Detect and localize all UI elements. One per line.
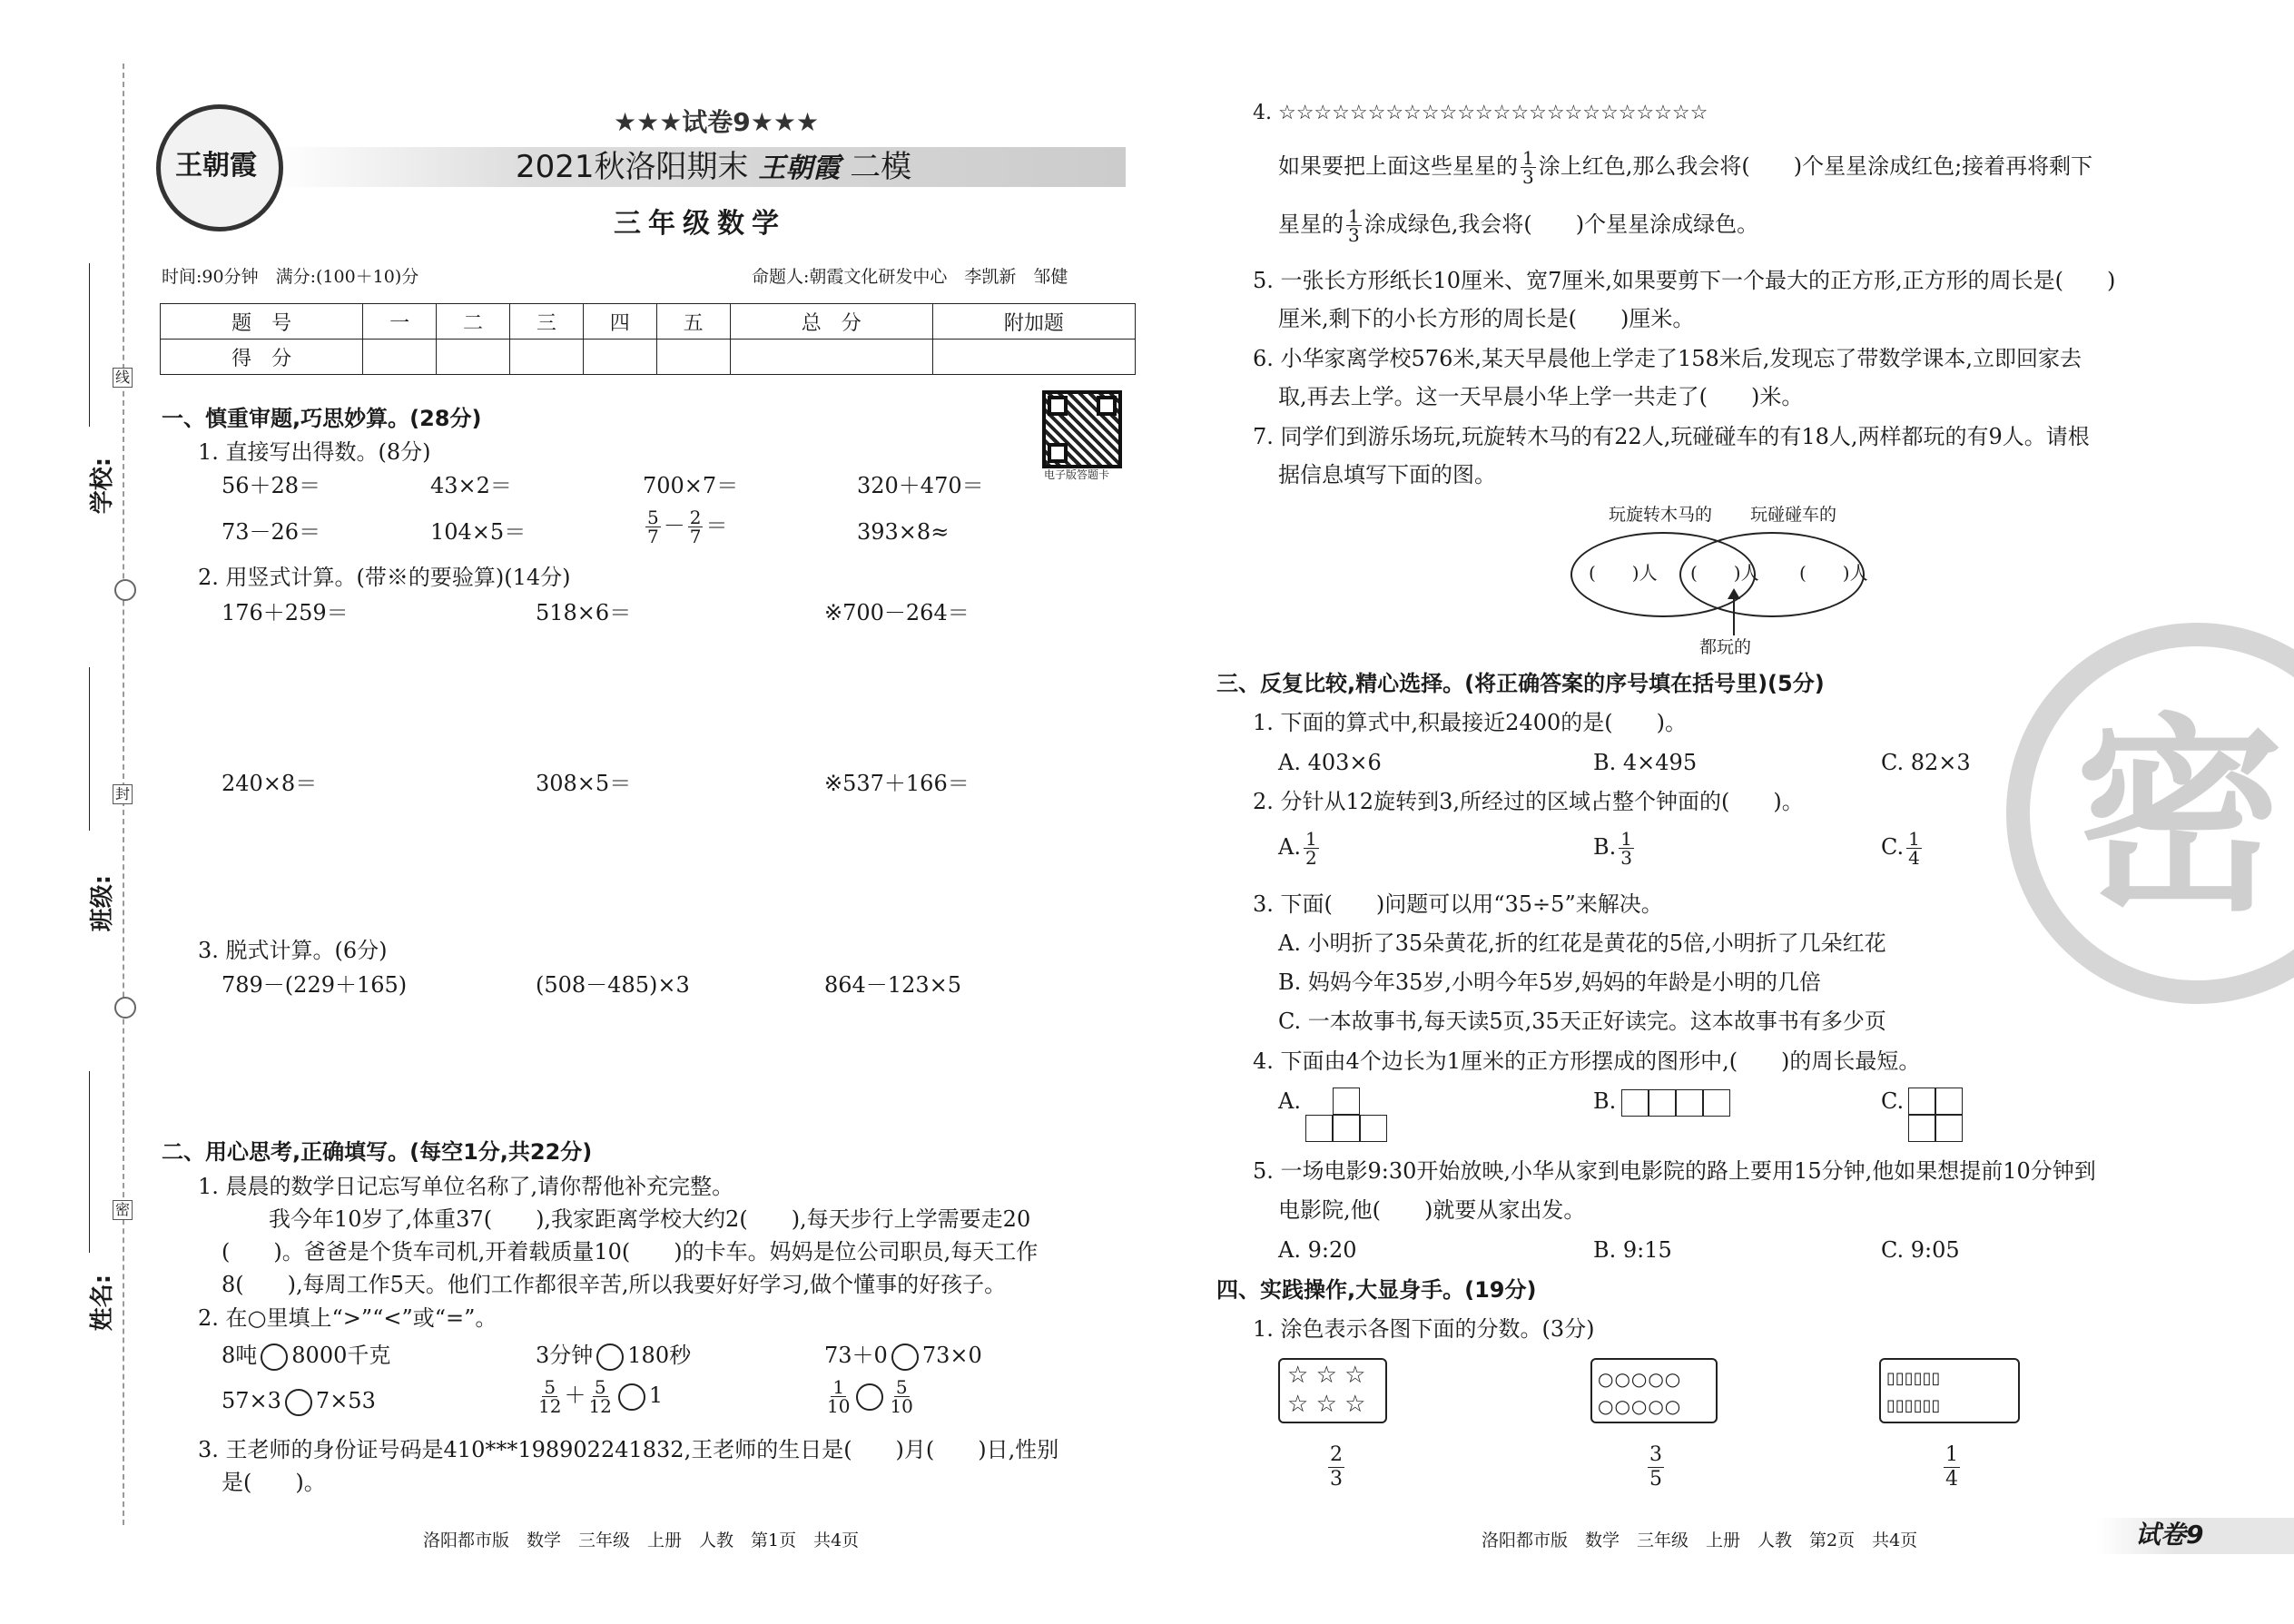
compare-item: $\frac{5}{12}$ ＋ $\frac{5}{12}$ 1	[538, 1376, 664, 1417]
vertical-calc-item: ※700－264＝	[824, 600, 970, 625]
score-header: 题 号	[161, 304, 363, 340]
stamp-text: 密	[2075, 697, 2285, 940]
score-header: 二	[437, 304, 510, 340]
vertical-calc-item: ※537＋166＝	[824, 771, 970, 796]
arrow-up-icon	[1733, 594, 1735, 635]
footer-left: 洛阳都市版 数学 三年级 上册 人教 第1页 共4页	[423, 1530, 860, 1550]
s2-q1-text: 我今年10岁了,体重37( ),我家距离学校大约2( ),每天步行上学需要走20	[269, 1206, 1031, 1232]
option[interactable]: C. 9:05	[1881, 1237, 1960, 1263]
vertical-calc-item: 176＋259＝	[222, 600, 349, 625]
option[interactable]: A. 小明折了35朵黄花,折的红花是黄花的5倍,小明折了几朵红花	[1278, 930, 1886, 956]
option[interactable]: B. 9:15	[1593, 1237, 1672, 1263]
time-score: 时间:90分钟 满分:(100＋10)分	[162, 267, 419, 287]
q1-title: 1. 直接写出得数。(8分)	[198, 439, 431, 465]
score-cell[interactable]	[656, 340, 730, 375]
name-label: 姓名:	[89, 1274, 117, 1332]
venn-slot-both[interactable]: ( )人	[1690, 562, 1759, 584]
option-label[interactable]: C.	[1881, 1088, 1905, 1114]
star-icon: ☆ ☆ ☆	[1287, 1391, 1366, 1418]
calc-item: 700×7＝	[643, 473, 739, 498]
apple-icon: ○○○○○	[1598, 1368, 1682, 1390]
calc-item: 104×5＝	[430, 519, 527, 545]
stepwise-calc-item: 864－123×5	[824, 972, 961, 998]
score-label: 得 分	[161, 340, 363, 375]
vertical-calc-item: 518×6＝	[536, 600, 632, 625]
ring-icon	[114, 997, 136, 1019]
section-3-title: 三、反复比较,精心选择。(将正确答案的序号填在括号里)(5分)	[1216, 671, 1825, 696]
venn-diagram	[1561, 501, 1925, 664]
exam-title	[516, 147, 911, 189]
score-header: 三	[509, 304, 583, 340]
q5-text: 5. 一张长方形纸长10厘米、宽7厘米,如果要剪下一个最大的正方形,正方形的周长是( )	[1253, 268, 2116, 293]
option[interactable]: A. $\frac{1}{2}$	[1278, 828, 1317, 869]
secret-stamp	[2006, 623, 2294, 1004]
score-header: 附加题	[932, 304, 1135, 340]
option-label[interactable]: A.	[1278, 1088, 1301, 1114]
ring-icon	[114, 579, 136, 601]
qr-code-icon	[1042, 390, 1122, 468]
fraction-label: $\frac{1}{4}$	[1945, 1443, 1958, 1491]
option[interactable]: B. 妈妈今年35岁,小明今年5岁,妈妈的年龄是小明的几倍	[1278, 969, 1821, 995]
stepwise-calc-item: (508－485)×3	[536, 972, 690, 998]
s4-q1-text: 1. 涂色表示各图下面的分数。(3分)	[1253, 1316, 1595, 1342]
compare-item: 8吨 8000千克	[222, 1342, 390, 1371]
s3-q4-text: 4. 下面由4个边长为1厘米的正方形摆成的图形中,( )的周长最短。	[1253, 1048, 1921, 1074]
option[interactable]: A. 403×6	[1278, 750, 1382, 775]
class-label: 班级:	[89, 874, 117, 932]
line-mark: 线	[113, 368, 133, 388]
calc-item: 43×2＝	[430, 473, 512, 498]
vertical-calc-item: 240×8＝	[222, 771, 318, 796]
compare-item: 57×3 7×53	[222, 1387, 376, 1416]
s3-q3-text: 3. 下面( )问题可以用“35÷5”来解决。	[1253, 891, 1663, 917]
footer-right: 洛阳都市版 数学 三年级 上册 人教 第2页 共4页	[1482, 1530, 1918, 1550]
q4-text: 星星的 $\frac{1}{3}$ 涂成绿色,我会将( )个星星涂成绿色。	[1278, 205, 1759, 246]
venn-slot-right[interactable]: ( )人	[1799, 562, 1868, 584]
cup-box[interactable]	[1879, 1358, 2020, 1423]
s2-q1-text: 8( ),每周工作5天。他们工作都很辛苦,所以我要好好学习,做个懂事的好孩子。	[222, 1272, 1007, 1297]
answer-circle[interactable]	[856, 1383, 883, 1411]
answer-circle[interactable]	[618, 1383, 645, 1411]
section-4-title: 四、实践操作,大显身手。(19分)	[1216, 1277, 1537, 1303]
q5-text: 厘米,剩下的小长方形的周长是( )厘米。	[1278, 306, 1695, 331]
answer-circle[interactable]	[596, 1343, 624, 1371]
score-header: 四	[583, 304, 656, 340]
q2-title: 2. 用竖式计算。(带※的要验算)(14分)	[198, 565, 571, 590]
s2-q1-title: 1. 晨晨的数学日记忘写单位名称了,请你帮他补充完整。	[198, 1174, 734, 1199]
venn-label-right: 玩碰碰车的	[1750, 505, 1837, 525]
venn-label-left: 玩旋转木马的	[1609, 505, 1713, 525]
page-tag: 试卷9	[2135, 1520, 2204, 1550]
score-header: 一	[363, 304, 437, 340]
q6-text: 6. 小华家离学校576米,某天早晨他上学走了158米后,发现忘了带数学课本,立即回家去	[1253, 346, 2082, 371]
fraction-label: $\frac{3}{5}$	[1649, 1443, 1662, 1491]
score-header: 五	[656, 304, 730, 340]
dense-mark: 密	[113, 1200, 133, 1220]
q4-stars: 4. ☆☆☆☆☆☆☆☆☆☆☆☆☆☆☆☆☆☆☆☆☆☆☆☆	[1253, 102, 1708, 124]
s2-q3-text: 3. 王老师的身份证号码是410***198902241832,王老师的生日是( )月( )日,性别	[198, 1437, 1059, 1462]
venn-label-both: 都玩的	[1699, 637, 1752, 657]
score-cell[interactable]	[437, 340, 510, 375]
seal-mark: 封	[113, 784, 133, 804]
q4-text: 如果要把上面这些星星的 $\frac{1}{3}$ 涂上红色,那么我会将( )个星星涂成红色;接着再将剩下	[1278, 147, 2093, 188]
exam-title-brand: 王朝霞	[758, 153, 841, 184]
venn-slot-left[interactable]: ( )人	[1589, 562, 1658, 584]
calc-item: 320＋470＝	[857, 473, 984, 498]
subject-title: 三年级数学	[614, 208, 786, 240]
s2-q1-text: ( )。爸爸是个货车司机,开着载质量10( )的卡车。妈妈是位公司职员,每天工作	[222, 1239, 1039, 1265]
cup-icon: ▯▯▯▯▯▯	[1886, 1369, 1941, 1388]
section-2-title: 二、用心思考,正确填写。(每空1分,共22分)	[162, 1139, 593, 1165]
qr-caption: 电子版答题卡	[1044, 468, 1110, 481]
calc-item-fraction: $\frac{5}{7}$ － $\frac{2}{7}$ ＝	[647, 507, 728, 547]
binding-margin	[82, 0, 136, 1624]
answer-circle[interactable]	[891, 1343, 919, 1371]
exam-title-main: 2021秋洛阳期末	[516, 149, 749, 185]
answer-circle[interactable]	[261, 1343, 288, 1371]
s2-q3-text: 是( )。	[222, 1470, 326, 1495]
q7-text: 据信息填写下面的图。	[1278, 462, 1496, 487]
stepwise-calc-item: 789－(229＋165)	[222, 972, 408, 998]
s3-q2-text: 2. 分针从12旋转到3,所经过的区域占整个钟面的( )。	[1253, 789, 1804, 814]
score-table	[160, 303, 1136, 375]
star-box[interactable]	[1278, 1358, 1387, 1423]
compare-item: 3分钟 180秒	[536, 1342, 691, 1371]
calc-item: 56＋28＝	[222, 473, 321, 498]
option[interactable]: B. $\frac{1}{3}$	[1593, 828, 1632, 869]
section-1-title: 一、慎重审题,巧思妙算。(28分)	[162, 406, 482, 431]
score-cell[interactable]	[363, 340, 437, 375]
name-underline	[89, 1071, 90, 1253]
s3-q1-text: 1. 下面的算式中,积最接近2400的是( )。	[1253, 710, 1687, 735]
school-underline	[89, 263, 90, 427]
authors: 命题人:朝霞文化研发中心 李凯新 邹健	[752, 267, 1068, 287]
exam-title-tail: 二模	[850, 149, 912, 185]
score-cell[interactable]	[932, 340, 1135, 375]
score-header: 总 分	[730, 304, 932, 340]
s2-q2-title: 2. 在○里填上“>”“<”或“=”。	[198, 1305, 497, 1331]
logo	[156, 104, 283, 231]
exam-badge: ★★★试卷9★★★	[614, 107, 820, 137]
apple-icon: ○○○○○	[1598, 1395, 1682, 1417]
score-cell[interactable]	[730, 340, 932, 375]
compare-item: 73＋0 73×0	[824, 1342, 982, 1371]
calc-item: 73－26＝	[222, 519, 321, 545]
class-underline	[89, 667, 90, 831]
q7-text: 7. 同学们到游乐场玩,玩旋转木马的有22人,玩碰碰车的有18人,两样都玩的有9人。请根	[1253, 424, 2090, 449]
cup-icon: ▯▯▯▯▯▯	[1886, 1396, 1941, 1415]
star-icon: ☆ ☆ ☆	[1287, 1362, 1366, 1389]
calc-item: 393×8≈	[857, 519, 950, 545]
option[interactable]: C. 一本故事书,每天读5页,35天正好读完。这本故事书有多少页	[1278, 1009, 1886, 1034]
option-label[interactable]: B.	[1593, 1088, 1617, 1114]
fraction-label: $\frac{2}{3}$	[1330, 1443, 1343, 1491]
s3-q5-text: 电影院,他( )就要从家出发。	[1278, 1197, 1586, 1223]
compare-item: $\frac{1}{10}$ $\frac{5}{10}$	[827, 1376, 913, 1417]
option[interactable]: C. 82×3	[1881, 750, 1971, 775]
option[interactable]: B. 4×495	[1593, 750, 1698, 775]
logo-text: 王朝霞	[175, 150, 257, 182]
apple-box[interactable]	[1590, 1358, 1718, 1423]
vertical-calc-item: 308×5＝	[536, 771, 632, 796]
answer-circle[interactable]	[285, 1389, 312, 1416]
option[interactable]: C. $\frac{1}{4}$	[1881, 828, 1920, 869]
q6-text: 取,再去上学。这一天早晨小华上学一共走了( )米。	[1278, 384, 1804, 409]
school-label: 学校:	[89, 457, 117, 515]
score-cell[interactable]	[509, 340, 583, 375]
s3-q5-text: 5. 一场电影9:30开始放映,小华从家到电影院的路上要用15分钟,他如果想提前10分钟到	[1253, 1158, 2096, 1184]
option[interactable]: A. 9:20	[1278, 1237, 1357, 1263]
score-cell[interactable]	[583, 340, 656, 375]
q3-title: 3. 脱式计算。(6分)	[198, 938, 388, 963]
